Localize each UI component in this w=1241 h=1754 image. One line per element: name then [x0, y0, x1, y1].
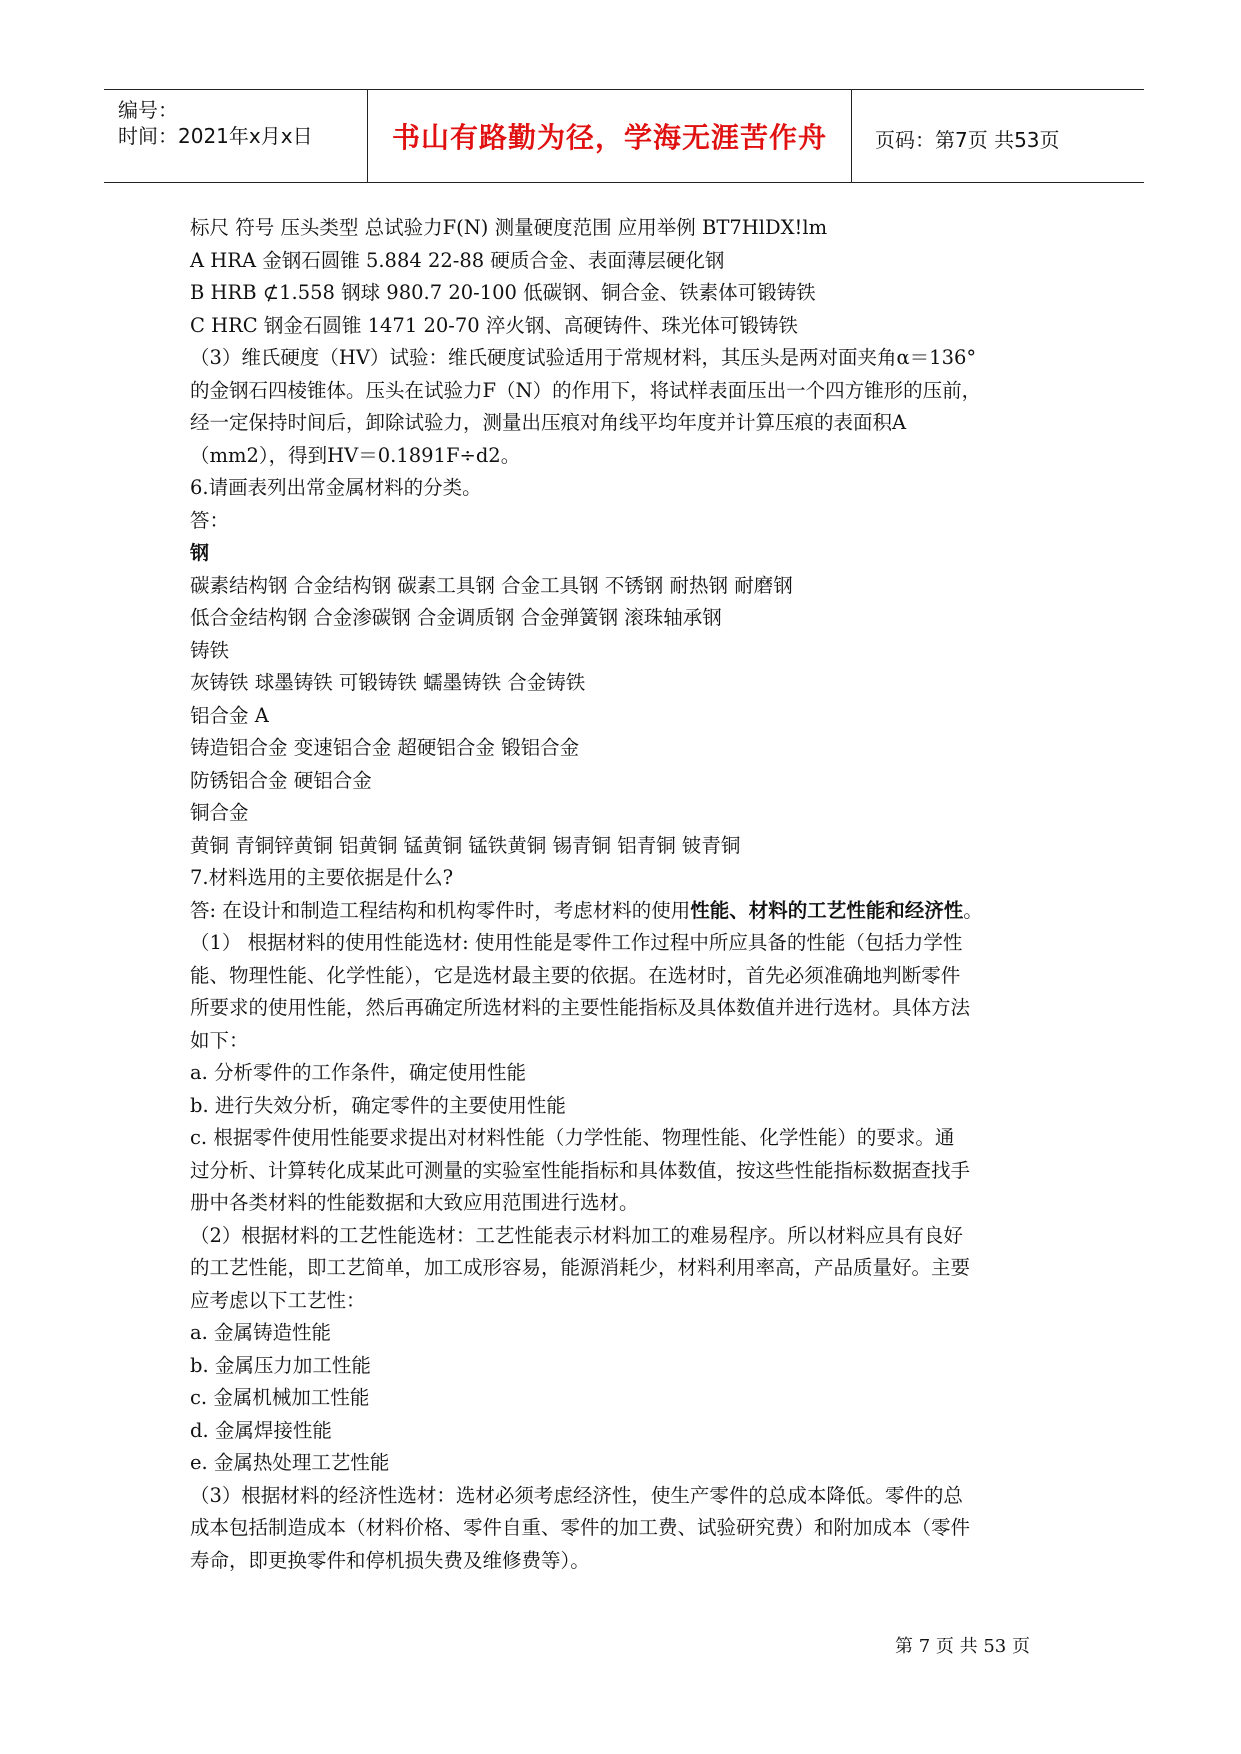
- steel-types-1: 碳素结构钢 合金结构钢 碳素工具钢 合金工具钢 不锈钢 耐热钢 耐磨钢: [190, 573, 793, 597]
- paragraph-line: （2）根据材料的工艺性能选材：工艺性能表示材料加工的难易程序。所以材料应具有良好: [190, 1223, 963, 1247]
- document-time: 时间：2021年x月x日: [118, 124, 313, 148]
- hardness-row-b: B HRB ⊄1.558 钢球 980.7 20-100 低碳钢、铜合金、铁素体可锻铸铁: [190, 281, 816, 304]
- hardness-row-a: A HRA 金钢石圆锥 5.884 22-88 硬质合金、表面薄层硬化钢: [190, 248, 725, 272]
- category-cast-iron: 铸铁: [190, 638, 230, 662]
- category-aluminum: 铝合金 A: [190, 703, 269, 727]
- answer-7-prefix: 答: 在设计和制造工程结构和机构零件时，考虑材料的使用: [190, 898, 691, 922]
- list-item: c. 金属机械加工性能: [190, 1386, 370, 1409]
- paragraph-line: 寿命，即更换零件和停机损失费及维修费等）。: [190, 1548, 590, 1572]
- page-footer: 第 7 页 共 53 页: [895, 1636, 1030, 1657]
- paragraph-line: 能、物理性能、化学性能），它是选材最主要的依据。在选材时，首先必须准确地判断零件: [190, 963, 961, 987]
- aluminum-types-1: 铸造铝合金 变速铝合金 超硬铝合金 锻铝合金: [190, 736, 580, 759]
- answer-label: 答：: [190, 508, 230, 532]
- aluminum-types-2: 防锈铝合金 硬铝合金: [190, 768, 372, 792]
- hardness-row-c: C HRC 钢金石圆锥 1471 20-70 淬火钢、高硬铸件、珠光体可锻铸铁: [190, 313, 798, 337]
- paragraph-line: 经一定保持时间后，卸除试验力，测量出压痕对角线平均年度并计算压痕的表面积A: [190, 411, 907, 434]
- category-copper: 铜合金: [190, 801, 249, 824]
- paragraph-line: （3）维氏硬度（HV）试验：维氏硬度试验适用于常规材料，其压头是两对面夹角α＝136°: [190, 346, 977, 369]
- cast-iron-types: 灰铸铁 球墨铸铁 可锻铸铁 蠕墨铸铁 合金铸铁: [190, 671, 586, 694]
- paragraph-line: 的金钢石四棱锥体。压头在试验力F（N）的作用下，将试样表面压出一个四方锥形的压前，: [190, 378, 982, 402]
- list-item: b. 进行失效分析，确定零件的主要使用性能: [190, 1093, 566, 1117]
- category-steel: 钢: [190, 542, 210, 564]
- list-item: a. 金属铸造性能: [190, 1321, 332, 1344]
- question-7: 7.材料选用的主要依据是什么?: [190, 866, 454, 889]
- document-body: [190, 212, 1070, 1577]
- hardness-table-header: 标尺 符号 压头类型 总试验力F(N) 测量硬度范围 应用举例 BT7HlDX!lm: [190, 216, 828, 239]
- header-page-info: 页码：第7页 共53页: [875, 128, 1060, 152]
- document-number-label: 编号：: [118, 98, 178, 122]
- paragraph-line: 如下：: [190, 1028, 249, 1052]
- paragraph-line: 成本包括制造成本（材料价格、零件自重、零件的加工费、试验研究费）和附加成本（零件: [190, 1516, 971, 1539]
- paragraph-line: （1） 根据材料的使用性能选材: 使用性能是零件工作过程中所应具备的性能（包括力学性: [190, 931, 963, 954]
- header-meta-cell: [104, 90, 368, 182]
- list-item: c. 根据零件使用性能要求提出对材料性能（力学性能、物理性能、化学性能）的要求。通: [190, 1126, 955, 1149]
- paragraph-line: 的工艺性能，即工艺简单，加工成形容易，能源消耗少，材料利用率高，产品质量好。主要: [190, 1256, 971, 1279]
- paragraph-line: 册中各类材料的性能数据和大致应用范围进行选材。: [190, 1191, 639, 1214]
- paragraph-line: 应考虑以下工艺性：: [190, 1288, 366, 1312]
- header-page-cell: [853, 90, 1144, 182]
- header-motto-cell: [368, 90, 852, 182]
- answer-7-suffix: 。: [963, 898, 983, 922]
- list-item: d. 金属焊接性能: [190, 1418, 332, 1442]
- paragraph-line: （3）根据材料的经济性选材：选材必须考虑经济性，使生产零件的总成本降低。零件的总: [190, 1483, 963, 1507]
- question-6: 6.请画表列出常金属材料的分类。: [190, 476, 482, 499]
- header-motto: 书山有路勤为径，学海无涯苦作舟: [391, 121, 827, 154]
- list-item: b. 金属压力加工性能: [190, 1353, 371, 1377]
- list-item: a. 分析零件的工作条件，确定使用性能: [190, 1061, 527, 1084]
- answer-7: [190, 895, 1070, 928]
- list-item: e. 金属热处理工艺性能: [190, 1451, 390, 1474]
- paragraph-line: 过分析、计算转化成某此可测量的实验室性能指标和具体数值，按这些性能指标数据查找手: [190, 1158, 971, 1182]
- paragraph-line: （mm2），得到HV＝0.1891F÷d2。: [190, 443, 521, 467]
- document-header: [104, 89, 1144, 183]
- steel-types-2: 低合金结构钢 合金渗碳钢 合金调质钢 合金弹簧钢 滚珠轴承钢: [190, 606, 722, 629]
- copper-types: 黄铜 青铜锌黄铜 铝黄铜 锰黄铜 锰铁黄铜 锡青铜 铝青铜 铍青铜: [190, 833, 741, 857]
- answer-7-emphasis: 性能、材料的工艺性能和经济性: [690, 898, 964, 922]
- paragraph-line: 所要求的使用性能，然后再确定所选材料的主要性能指标及具体数值并进行选材。具体方法: [190, 996, 971, 1019]
